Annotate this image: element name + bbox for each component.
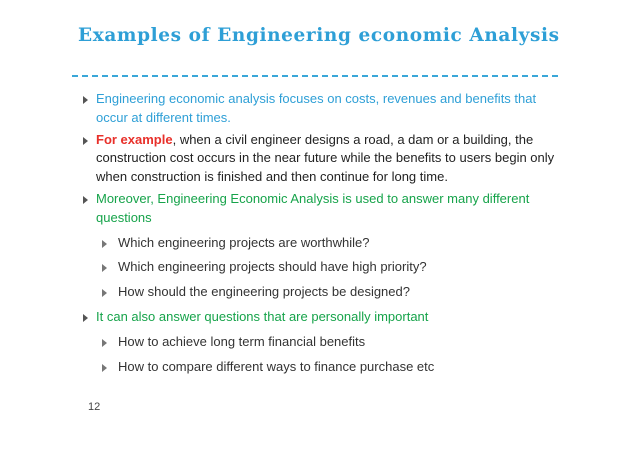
triangle-bullet-icon xyxy=(102,289,107,297)
sub-bullet-item xyxy=(82,358,562,377)
triangle-bullet-icon xyxy=(83,196,88,204)
triangle-bullet-icon xyxy=(83,314,88,322)
slide-title: Examples of Engineering economic Analysis xyxy=(78,25,560,46)
sub-bullet-item xyxy=(82,283,562,302)
title-divider xyxy=(72,75,558,77)
sub-bullet-item xyxy=(82,258,562,277)
sub-bullet-item xyxy=(82,234,562,253)
bullet-list xyxy=(82,90,562,376)
sub-bullet-text: How to compare different ways to finance purchase etc xyxy=(118,358,435,374)
triangle-bullet-icon xyxy=(83,96,88,104)
sub-bullet-text: How to achieve long term financial benefits xyxy=(118,333,366,349)
sub-bullet-text: How should the engineering projects be designed? xyxy=(118,284,410,300)
sub-bullet-text: Which engineering projects should have high priority? xyxy=(118,259,427,275)
bullet-item-4 xyxy=(82,308,562,327)
bullet-emphasis: For example xyxy=(96,131,173,147)
sub-bullet-item xyxy=(82,333,562,352)
bullet-item-1 xyxy=(82,90,562,128)
triangle-bullet-icon xyxy=(102,339,107,347)
bullet-item-3 xyxy=(82,190,562,228)
bullet-item-2 xyxy=(82,131,562,187)
sub-bullet-text: Which engineering projects are worthwhile? xyxy=(118,234,370,250)
bullet-text: It can also answer questions that are personally important xyxy=(96,308,429,324)
bullet-text: , when a civil engineer designs a road, a dam or a building, the construction cost occurs in the near future while the benefits to users begin only when construction is finished and then continue for long time. xyxy=(96,131,555,185)
bullet-text: Engineering economic analysis focuses on costs, revenues and benefits that occur at different times. xyxy=(96,91,537,125)
triangle-bullet-icon xyxy=(102,364,107,372)
page-number: 12 xyxy=(88,401,101,413)
triangle-bullet-icon xyxy=(83,137,88,145)
triangle-bullet-icon xyxy=(102,240,107,248)
bullet-text: Moreover, Engineering Economic Analysis is used to answer many different questions xyxy=(96,190,530,225)
triangle-bullet-icon xyxy=(102,264,107,272)
